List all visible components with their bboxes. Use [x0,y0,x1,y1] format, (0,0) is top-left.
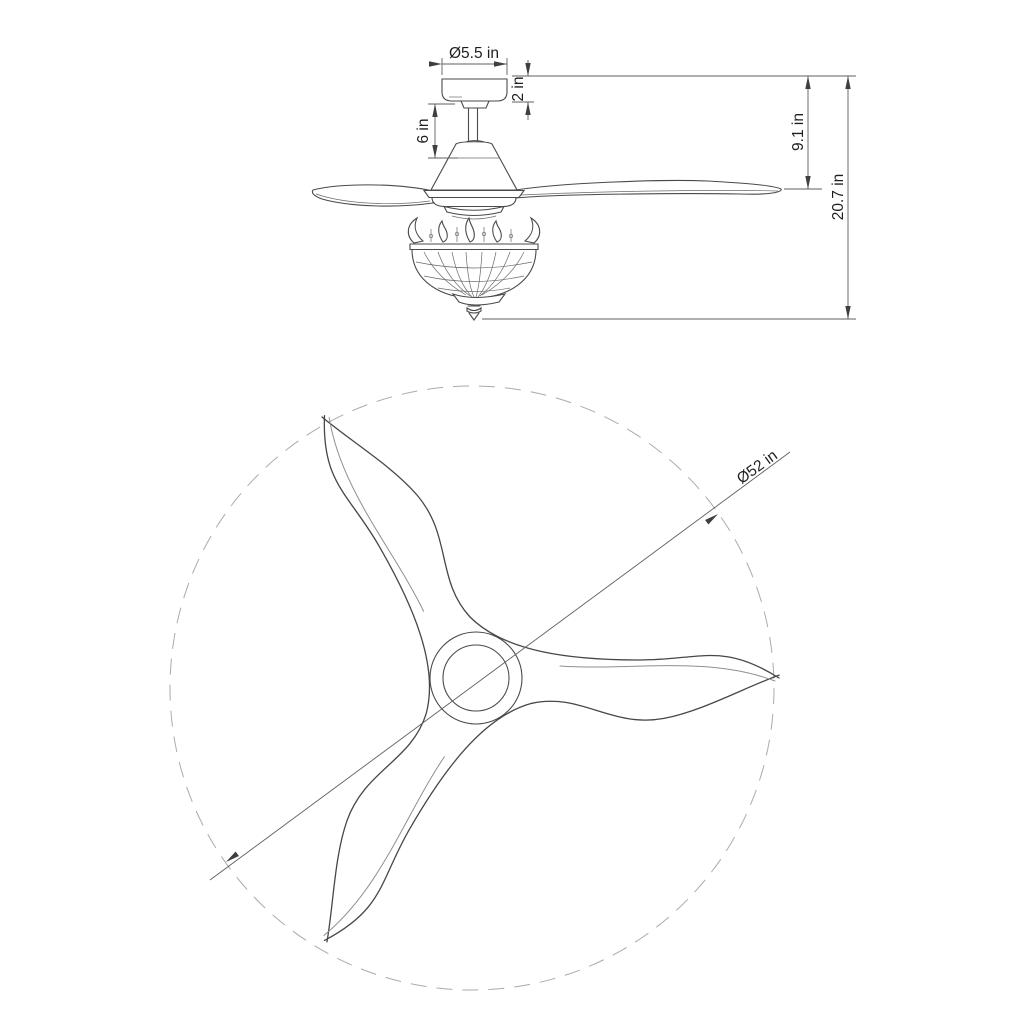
side-blade-right [516,180,781,198]
blade-outline [325,545,780,1024]
canopy-collar [461,101,489,108]
bowl-rim [410,244,538,250]
crown-scroll-right-icon [525,218,540,243]
motor-housing [424,142,524,207]
crown-ornament [408,218,539,243]
crown-scroll-left-icon [408,218,423,243]
label-canopy-diameter: Ø5.5 in [449,45,499,62]
dim-blade-sweep [210,447,790,880]
side-view [312,45,856,320]
blade-outline [322,417,779,678]
dim-total-height [482,76,856,319]
crown-flame-icon [493,221,502,242]
crown-flame-icon [466,218,475,242]
label-blade-sweep: Ø52 in [733,447,781,488]
label-total-height: 20.7 in [830,173,847,221]
dim-canopy-height [510,60,534,120]
side-view-blades [312,180,781,206]
light-neck [444,207,504,220]
blade-edge-highlight [324,749,445,943]
blade-edge-highlight [316,418,437,612]
downrod [464,108,486,144]
label-downrod-length: 6 in [415,118,432,144]
label-ceiling-to-blade: 9.1 in [790,113,807,151]
sweep-circle [170,386,774,990]
blade-outline [98,416,553,942]
label-canopy-height: 2 in [510,76,527,102]
dim-ceiling-to-blade [790,76,811,189]
crown-flame-icon [439,221,448,242]
top-view [98,386,790,1024]
rotor-blades [98,416,779,1024]
blade-edge-highlight [560,666,775,681]
crystal-bowl [412,250,536,299]
dim-canopy-diameter [429,45,507,75]
dim-downrod-length [415,104,458,158]
light-fixture [408,207,539,321]
rotor-hub [430,632,522,724]
bottom-finial [453,294,505,320]
